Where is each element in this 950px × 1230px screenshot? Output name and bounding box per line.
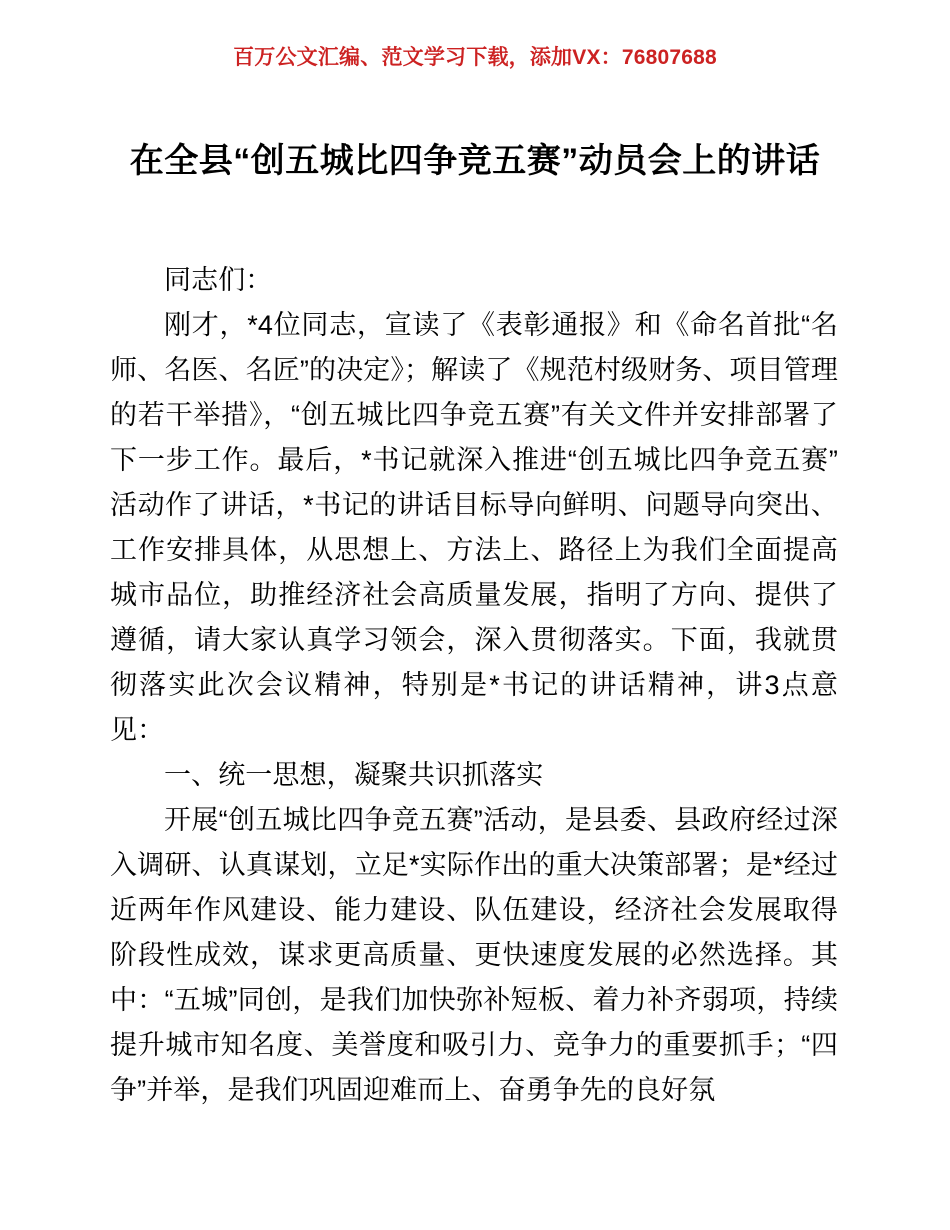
intro-paragraph: 刚才，*4位同志，宣读了《表彰通报》和《命名首批“名师、名医、名匠”的决定》；解读了《规范村级财务、项目管理的若干举措》，“创五城比四争竞五赛”有关文件并安排部署了下一步工作。最后，*书记就深入推进“创五城比四争竞五赛”活动作了讲话，*书记的讲话目标导向鲜明、问题导向突出、工作安排具体，从思想上、方法上、路径上为我们全面提高城市品位，助推经济社会高质量发展，指明了方向、提供了遵循，请大家认真学习领会，深入贯彻落实。下面，我就贯彻落实此次会议精神，特别是*书记的讲话精神，讲3点意见：: [110, 310, 838, 745]
promo-header-text: 百万公文汇编、范文学习下载，添加VX：76807688: [233, 46, 717, 69]
salutation-paragraph: 同志们：: [164, 265, 273, 295]
document-body: [110, 258, 838, 1113]
section-heading-one: 一、统一思想，凝聚共识抓落实: [164, 760, 544, 790]
document-title: 在全县“创五城比四争竞五赛”动员会上的讲话: [129, 141, 821, 180]
section-one-paragraph: 开展“创五城比四争竞五赛”活动，是县委、县政府经过深入调研、认真谋划，立足*实际作出的重大决策部署；是*经过近两年作风建设、能力建设、队伍建设，经济社会发展取得阶段性成效，谋求更高质量、更快速度发展的必然选择。其中：“五城”同创，是我们加快弥补短板、着力补齐弱项，持续提升城市知名度、美誉度和吸引力、竞争力的重要抓手；“四争”并举，是我们巩固迎难而上、奋勇争先的良好氛: [110, 805, 838, 1105]
